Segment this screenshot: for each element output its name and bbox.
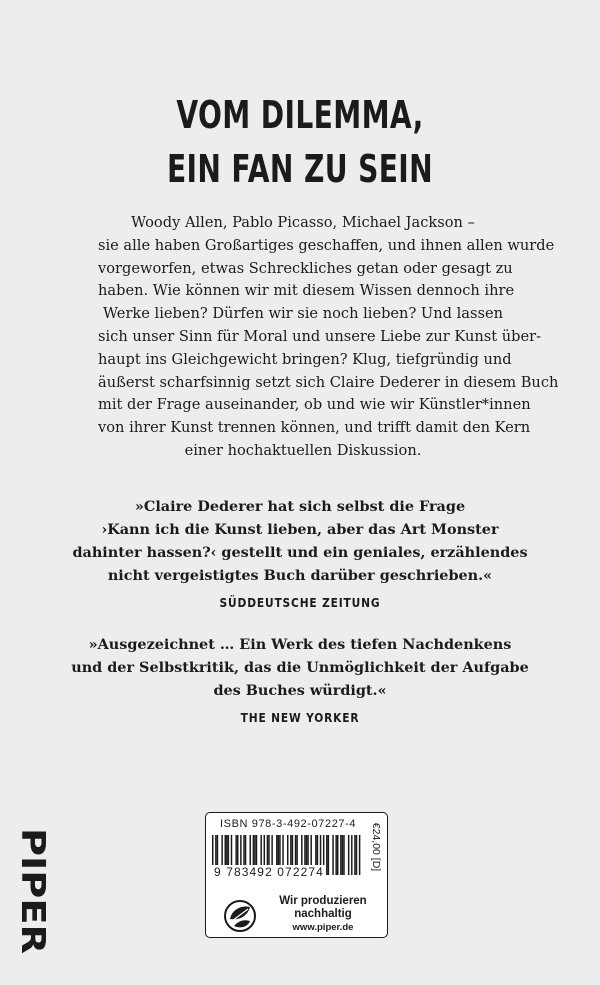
barcode-bar [326,835,327,875]
barcode-bar [356,835,357,875]
quote-line: ›Kann ich die Kunst lieben, aber das Art Monster [101,521,499,538]
barcode-panel [205,812,388,938]
sustainability-note [264,895,382,934]
quote-source: THE NEW YORKER [240,710,360,725]
quote-line: des Buches würdigt.« [213,682,387,699]
barcode-bar [328,835,329,875]
review-quote-sueddeutsche [0,495,600,614]
book-title [78,88,522,196]
isbn-label: ISBN 978-3-492-07227-4 [220,818,357,830]
barcode-number: 9 783492 072274 [214,865,324,879]
barcode-bar [354,835,355,875]
blurb-line: Werke lieben? Dürfen wir sie noch lieben? Und lassen [103,305,503,323]
barcode-bar [351,835,352,875]
blurb-line: vorgeworfen, etwas Schreckliches getan oder gesagt zu [98,259,513,277]
blurb-line: haben. Wie können wir mit diesem Wissen dennoch ihre [98,282,515,300]
blurb-line: einer hochaktuellen Diskussion. [184,441,422,459]
barcode-bar [337,835,338,875]
piper-logo-icon [14,828,52,956]
price-tag [366,817,384,883]
book-title-line-1: VOM DILEMMA, [176,93,424,137]
book-title-line-2: EIN FAN ZU SEIN [166,147,434,191]
quote-line: »Claire Dederer hat sich selbst die Frage [134,498,466,515]
barcode-bar [359,835,360,875]
quote-source: SÜDDEUTSCHE ZEITUNG [219,595,381,610]
barcode-bar [332,835,333,875]
blurb-line: haupt ins Gleichgewicht bringen? Klug, tiefgründig und [98,350,512,368]
recycle-leaf-icon [222,899,258,933]
quote-line: nicht vergeistigtes Buch darüber geschrieben.« [107,567,493,584]
eco-line-2: nachhaltig [294,908,352,920]
barcode-bar [340,835,341,875]
publisher-url: www.piper.de [292,922,354,933]
quote-line: und der Selbstkritik, das die Unmöglichkeit der Aufgabe [71,659,529,676]
blurb-line: sich unser Sinn für Moral und unsere Liebe zur Kunst über- [98,327,542,345]
quote-line: dahinter hassen?‹ gestellt und ein geniales, erzählendes [72,544,528,561]
barcode-bar [335,835,336,875]
publisher-logo-text: PIPER [14,828,52,937]
barcode-bar [342,835,343,875]
blurb-line: sie alle haben Großartiges geschaffen, und ihnen allen wurde [98,236,555,254]
blurb-line: äußerst scharfsinnig setzt sich Claire Dederer in diesem Buch [98,373,559,391]
blurb-line: von ihrer Kunst trennen können, und trifft damit den Kern [98,419,531,437]
quote-line: »Ausgezeichnet … Ein Werk des tiefen Nachdenkens [88,636,512,653]
blurb-line: Woody Allen, Pablo Picasso, Michael Jackson – [131,214,475,231]
book-blurb [98,212,559,463]
review-quote-new-yorker [0,633,600,729]
blurb-line: mit der Frage auseinander, ob und wie wir Künstler*innen [98,396,531,414]
barcode-bar [348,835,349,875]
price-label: €24,00 [D] [370,822,382,872]
eco-line-1: Wir produzieren [279,895,367,907]
barcode-bar [343,835,344,875]
